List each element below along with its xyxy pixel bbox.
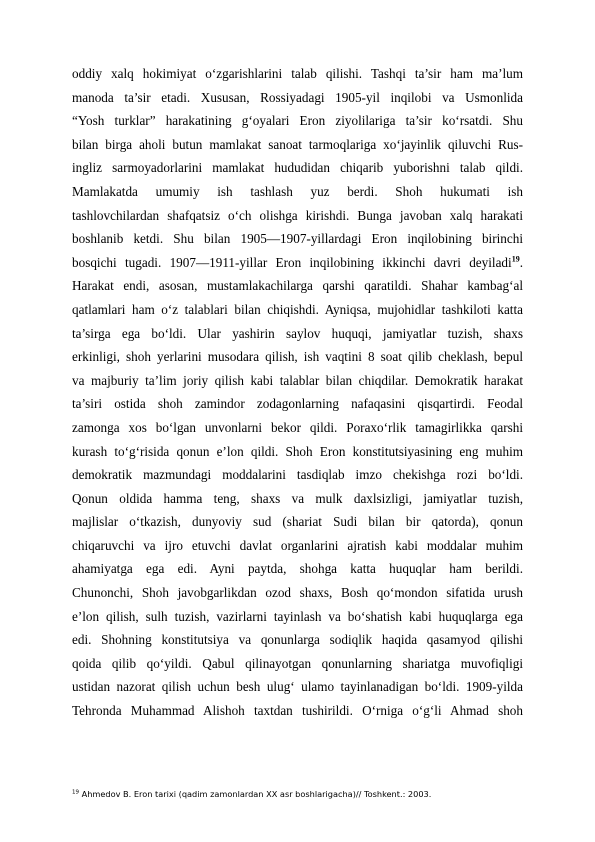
text-line: oddiy xalq hokimiyat o‘zgarishlarini talab qilishi. Tashqi ta’sir ham ma’lum: [72, 66, 523, 81]
text-line: ustidan nazorat qilish uchun besh ulug‘ ulamo tayinlanadigan bo‘ldi. 1909-yilda: [72, 679, 523, 695]
text-line: bilan birga aholi butun mamlakat sanoat tarmoqlariga xo‘jayinlik qiluvchi Rus-: [72, 136, 523, 152]
text-line: Qonun oldida hamma teng, shaxs va mulk daxlsizligi, jamiyatlar tuzish,: [72, 490, 523, 506]
footnote-reference[interactable]: 19: [511, 254, 520, 264]
text-line: edi. Shohning konstitutsiya va qonunlarga sodiqlik haqida qasamyod qilishi: [72, 632, 523, 648]
text-line: manoda ta’sir etadi. Xususan, Rossiyadagi 1905-yil inqilobi va Usmonlida: [72, 89, 523, 105]
text-line: Mamlakatda umumiy ish tashlash yuz berdi. Shoh hukumati ish: [72, 183, 523, 199]
footnote-number: 19: [72, 789, 79, 796]
text-line: kurash to‘g‘risida qonun e’lon qildi. Shoh Eron konstitutsiyasining eng muhim: [72, 443, 523, 459]
text-line: ta’siri ostida shoh zamindor zodagonlarning nafaqasini qisqartirdi. Feodal: [72, 396, 523, 412]
text-line: tashlovchilardan shafqatsiz o‘ch olishga kirishdi. Bunga javoban xalq harakati: [72, 207, 523, 223]
text-line: va majburiy ta’lim joriy qilish kabi talablar bilan chiqdilar. Demokratik harakat: [72, 372, 523, 388]
text-line: “Yosh turklar” harakatining g‘oyalari Eron ziyolilariga ta’sir ko‘rsatdi. Shu: [72, 113, 523, 129]
text-line-content: bosqichi tugadi. 1907—1911-yillar Eron inqilobining ikkinchi davri deyiladi: [72, 254, 512, 270]
text-line: ingliz sarmoyadorlarini mamlakat hududidan chiqarib yuborishni talab qildi.: [72, 160, 523, 176]
text-line: demokratik mazmundagi moddalarini tasdiqlab imzo chekishga rozi bo‘ldi.: [72, 467, 523, 483]
text-line: Tehronda Muhammad Alishoh taxtdan tushirildi. O‘rniga o‘g‘li Ahmad shoh: [72, 703, 523, 719]
text-line: majlislar o‘tkazish, dunyoviy sud (shariat Sudi bilan bir qatorda), qonun: [72, 514, 523, 530]
text-line-with-footnote: [72, 251, 523, 275]
text-line: qoida qilib qo‘yildi. Qabul qilinayotgan qonunlarning shariatga muvofiqligi: [72, 655, 523, 671]
text-line: qatlamlari ham o‘z talablari bilan chiqishdi. Ayniqsa, mujohidlar tashkiloti katta: [72, 301, 523, 317]
footnote: [72, 789, 523, 799]
text-line: Chunonchi, Shoh javobgarlikdan ozod shaxs, Bosh qo‘mondon sifatida urush: [72, 585, 523, 601]
text-line: Harakat endi, asosan, mustamlakachilarga qarshi qaratildi. Shahar kambag‘al: [72, 278, 523, 294]
text-line: zamonga xos bo‘lgan unvonlarni bekor qildi. Poraxo‘rlik tamagirlikka qarshi: [72, 419, 523, 435]
text-line: chiqaruvchi va ijro etuvchi davlat organlarini ajratish kabi moddalar muhim: [72, 537, 523, 553]
footnote-reference-suffix: .: [519, 254, 523, 270]
text-line: ahamiyatga ega edi. Ayni paytda, shohga katta huquqlar ham berildi.: [72, 561, 523, 577]
text-line: boshlanib ketdi. Shu bilan 1905—1907-yillardagi Eron inqilobining birinchi: [72, 231, 523, 247]
text-line: erkinligi, shoh yerlarini musodara qilish, ish vaqtini 8 soat qilib cheklash, bepul: [72, 349, 523, 365]
text-line: ta’sirga ega bo‘ldi. Ular yashirin saylov huquqi, jamiyatlar tuzish, shaxs: [72, 325, 523, 341]
footnote-text: Ahmedov B. Eron tarixi (qadim zamonlardan XX asr boshlarigacha)// Toshkent.: 2003.: [79, 789, 432, 799]
text-line: e’lon qilish, sulh tuzish, vazirlarni tayinlash va bo‘shatish kabi huquqlarga ega: [72, 608, 523, 624]
body-text: [72, 62, 523, 723]
